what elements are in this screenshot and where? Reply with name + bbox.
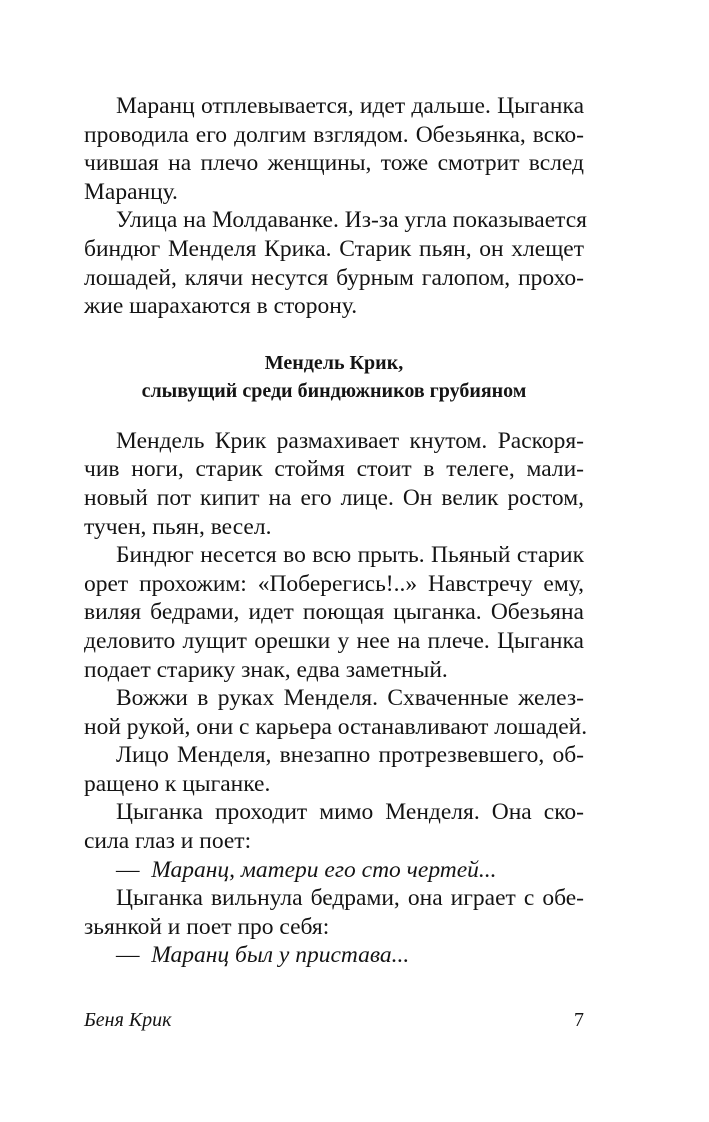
- page-footer: [84, 1005, 584, 1035]
- text-line: тучен, пьян, весел.: [84, 513, 272, 540]
- dialogue-line: [84, 856, 584, 885]
- text-line: сила глаз и поет:: [84, 828, 252, 855]
- song-line: [84, 856, 584, 885]
- dialogue-line: [84, 941, 584, 970]
- page-body: [84, 92, 588, 970]
- text-line: Улица на Молдаванке. Из-за угла показывается: [116, 207, 587, 234]
- heading-line-1: Мендель Крик,: [264, 351, 404, 374]
- paragraph: [84, 427, 584, 541]
- text-line: Вожжи в руках Менделя. Схваченные желез-: [116, 685, 584, 712]
- text-line: чив ноги, старик стоймя стоит в телеге, мали-: [84, 456, 584, 483]
- text-line: лошадей, клячи несутся бурным галопом, прохо-: [84, 264, 584, 291]
- paragraph: [84, 741, 584, 798]
- text-line: новый пот кипит на его лице. Он велик ростом,: [84, 484, 584, 511]
- paragraph: [84, 92, 584, 206]
- text-line: проводила его долгим взглядом. Обезьянка, вско-: [84, 121, 584, 148]
- text-line: подает старику знак, едва заметный.: [84, 656, 448, 683]
- text-line: ной рукой, они с карьера останавливают лошадей.: [84, 713, 588, 740]
- paragraph: [84, 206, 587, 320]
- text-line: чившая на плечо женщины, тоже смотрит вслед: [84, 150, 584, 177]
- heading-line-2: слывущий среди биндюжников грубияном: [141, 379, 527, 402]
- em-dash: —: [116, 942, 140, 969]
- sung-text: Маранц был у пристава...: [151, 942, 410, 969]
- text-line: зьянкой и поет про себя:: [84, 913, 330, 940]
- text-line: биндюг Менделя Крика. Старик пьян, он хлещет: [84, 235, 584, 262]
- text-line: орет прохожим: «Поберегись!..» Навстречу ему,: [84, 570, 584, 597]
- text-line: деловито лущит орешки у нее на плече. Цыганка: [84, 627, 584, 654]
- text-line: Цыганка проходит мимо Менделя. Она ско-: [116, 799, 584, 826]
- paragraph: [84, 684, 588, 741]
- text-line: жие шарахаются в сторону.: [84, 293, 358, 320]
- sung-text: Маранц, матери его сто чертей...: [151, 856, 497, 883]
- text-line: Мендель Крик размахивает кнутом. Раскоря-: [116, 427, 584, 454]
- paragraph: [84, 884, 584, 941]
- text-line: Маранцу.: [84, 178, 178, 205]
- text-line: Цыганка вильнула бедрами, она играет с обе-: [116, 885, 584, 912]
- section-heading: [84, 349, 584, 405]
- em-dash: —: [116, 856, 140, 883]
- text-line: Маранц отплевывается, идет дальше. Цыганка: [116, 93, 584, 119]
- running-title: Беня Крик: [84, 1009, 172, 1031]
- text-line: Лицо Менделя, внезапно протрезвевшего, об-: [116, 742, 584, 769]
- text-line: Биндюг несется во всю прыть. Пьяный старик: [116, 542, 584, 569]
- text-line: ращено к цыганке.: [84, 770, 271, 797]
- paragraph: [84, 798, 584, 855]
- song-line: [84, 941, 584, 970]
- paragraph: [84, 541, 584, 684]
- page-number: 7: [574, 1009, 584, 1031]
- text-line: виляя бедрами, идет поющая цыганка. Обезьяна: [84, 599, 584, 626]
